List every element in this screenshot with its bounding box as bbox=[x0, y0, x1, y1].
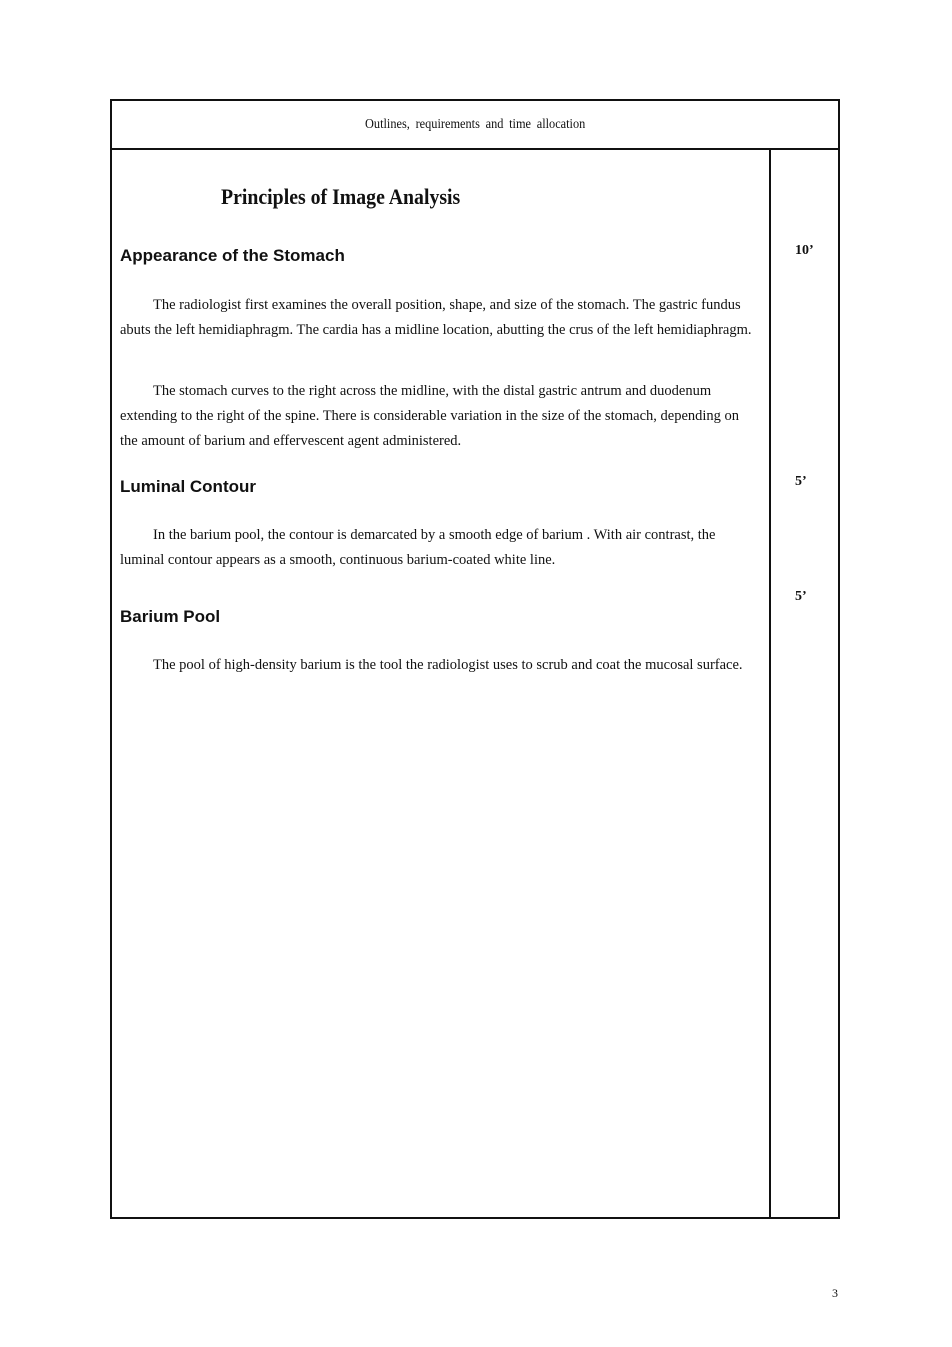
section-heading-barium-pool: Barium Pool bbox=[120, 607, 221, 626]
section-heading-luminal-contour: Luminal Contour bbox=[120, 477, 256, 496]
time-allocation-appearance: 10’ bbox=[795, 243, 814, 258]
table-header bbox=[112, 101, 838, 150]
table-header-text: Outlines, requirements and time allocation bbox=[364, 116, 586, 132]
paragraph-appearance-2: The stomach curves to the right across the midline, with the distal gastric antrum and duodenum extending to the right of the spine. There is considerable variation in the size of the stomach, depending on the amount of barium and effervescent agent administered. bbox=[120, 383, 740, 449]
section-heading-appearance: Appearance of the Stomach bbox=[120, 246, 345, 265]
time-column-divider bbox=[769, 150, 771, 1219]
paragraph-luminal-contour: In the barium pool, the contour is demarcated by a smooth edge of barium . With air contrast, the luminal contour appears as a smooth, continuous barium-coated white line. bbox=[120, 527, 716, 568]
paragraph-barium-pool: The pool of high-density barium is the tool the radiologist uses to scrub and coat the mucosal surface. bbox=[153, 657, 743, 673]
page-title: Principles of Image Analysis bbox=[221, 184, 461, 209]
outline-table bbox=[110, 99, 840, 1219]
time-allocation-luminal-contour: 5’ bbox=[795, 474, 807, 489]
time-allocation-barium-pool: 5’ bbox=[795, 589, 807, 604]
page-number: 3 bbox=[832, 1286, 838, 1300]
paragraph-appearance-1: The radiologist first examines the overall position, shape, and size of the stomach. The gastric fundus abuts the left hemidiaphragm. The cardia has a midline location, abutting the crus of the left hemidiaphragm. bbox=[120, 297, 752, 338]
